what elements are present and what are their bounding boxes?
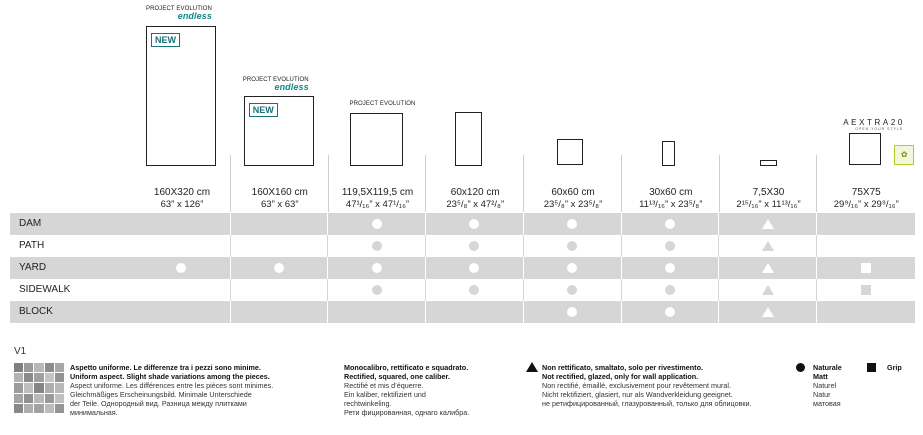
tile-shape-60x120 [455,112,482,166]
new-badge: NEW [249,103,278,117]
format-col [231,0,329,212]
legend-grip-text: Grip [887,363,902,372]
tile-shape-160x320 [146,26,216,166]
dot-icon [665,263,675,273]
table-cell [817,279,915,301]
format-dims: 60x120 cm 23⁵/₈” x 47²/₈” [446,187,505,210]
row-label: BLOCK [19,306,53,317]
legend-non-rectified-text: Non rettificato, smaltato, solo per rivestimento. Not rectified, glazed, only for wall application. Non rectifié, émaillé, exclusivement pour revêtement mural. Nicht rektifiziert, glasiert, nur als Wandverkleidung geeignet. не ретифицированный, глазурованный, только для облицовки. [542,363,752,408]
dot-icon [567,241,577,251]
swatch-cell [24,373,33,382]
tile-shape-7x30 [760,160,777,166]
table-cell [719,213,817,235]
format-dims: 75X75 29⁹/₁₆” x 29⁹/₁₆” [833,187,899,210]
table-cell [622,301,720,323]
swatch-cell [34,363,43,372]
format-col [524,0,622,212]
swatch-cell [45,394,54,403]
table-cell [133,235,231,257]
new-badge: NEW [151,33,180,47]
swatch-cell [34,373,43,382]
format-col [622,0,720,212]
swatch-cell [14,394,23,403]
legend-uniform-text: Aspetto uniforme. Le differenze tra i pezzi sono minime. Uniform aspect. Slight shade variations among the pieces. Aspect uniforme. Les différences entre les pièces sont minimes. Gleichmäßiges Erscheinungsbild. Minimale Unterschiede der Teile. Однородный вид. Разница между плитками минимальная. [70,363,274,417]
eco-label-icon: ✿ [894,145,914,165]
row-label: PATH [19,240,45,251]
table-cell [622,279,720,301]
table-cell [328,257,426,279]
triangle-legend-icon [526,362,538,372]
row-label: YARD [19,262,47,273]
table-cell [231,213,329,235]
format-col [720,0,818,212]
tile-shape-119x119 [350,113,403,166]
triangle-icon [762,285,774,295]
table-cell [133,213,231,235]
table-cell [426,301,524,323]
swatch-cell [45,373,54,382]
legend-naturale-text: Naturale Matt Naturel Natur матовая [813,363,842,408]
dot-icon [567,263,577,273]
format-col [133,0,231,212]
swatch-cell [55,383,64,392]
table-cell [426,257,524,279]
dot-icon [665,241,675,251]
table-cell [426,235,524,257]
swatch-cell [24,394,33,403]
swatch-cell [24,383,33,392]
triangle-icon [762,241,774,251]
triangle-icon [762,219,774,229]
dot-icon [372,263,382,273]
table-cell [817,301,915,323]
table-cell [817,213,915,235]
table-cell [328,301,426,323]
dot-icon [274,263,284,273]
table-cell [719,301,817,323]
tile-shape-60x60 [557,139,583,165]
tile-shape-160x160 [244,96,314,166]
dot-icon [567,307,577,317]
dot-icon [567,219,577,229]
swatch-cell [14,373,23,382]
row-label: DAM [19,218,42,229]
format-dims: 160X320 cm 63” x 126” [153,187,211,210]
table-row [10,235,915,257]
swatch-cell [14,404,23,413]
swatch-cell [45,404,54,413]
format-dims: 60x60 cm 23⁵/₈” x 23⁵/₈” [543,187,603,210]
table-row [10,301,915,323]
format-col [426,0,524,212]
format-col [329,0,427,212]
legend [14,346,914,431]
application-table [10,213,915,323]
swatch-cell [34,383,43,392]
dot-icon [469,285,479,295]
format-col [817,0,915,212]
swatch-cell [45,383,54,392]
table-cell [719,257,817,279]
table-cell [426,213,524,235]
table-row [10,213,915,235]
row-label: SIDEWALK [19,284,71,295]
format-dims: 119,5X119,5 cm 47¹/₁₆” x 47¹/₁₆” [341,187,414,210]
swatch-cell [55,363,64,372]
table-cell [231,235,329,257]
table-cell [817,257,915,279]
table-row [10,257,915,279]
table-cell [524,257,622,279]
shade-variation-swatch-icon [14,363,64,413]
format-dims: 160X160 cm 63” x 63” [251,187,308,210]
brand-project-evolution-endless: PROJECT EVOLUTION endless [242,77,309,92]
swatch-cell [14,383,23,392]
triangle-icon [762,263,774,273]
dot-icon [665,285,675,295]
table-cell [622,257,720,279]
triangle-icon [762,307,774,317]
swatch-cell [34,404,43,413]
table-cell [231,257,329,279]
square-icon [861,263,871,273]
table-cell [328,235,426,257]
dot-icon [372,241,382,251]
table-row [10,279,915,301]
dot-icon [567,285,577,295]
swatch-cell [45,363,54,372]
legend-calibre-text: Monocalibro, rettificato e squadrato. Rectified, squared, one caliber. Rectifié et mis d’équerre. Ein kaliber, rektifiziert und rechtwinkeling. Рети фицированная, однаго калибра. [344,363,470,417]
aextra20-tagline: OPEN YOUR STYLE [855,127,904,131]
dot-icon [665,307,675,317]
dot-icon [469,263,479,273]
format-dims: 30x60 cm 11¹³/₁₆” x 23⁵/₈” [639,187,703,210]
table-cell [133,301,231,323]
swatch-cell [14,363,23,372]
table-cell [524,279,622,301]
table-cell [133,257,231,279]
table-cell [622,213,720,235]
table-cell [133,279,231,301]
format-dims: 7,5X30 2¹⁵/₁₆” x 11¹³/₁₆” [736,187,801,210]
table-cell [524,301,622,323]
square-legend-icon [867,363,876,372]
table-cell [719,235,817,257]
table-cell [426,279,524,301]
dot-legend-icon [796,363,805,372]
swatch-cell [24,363,33,372]
swatch-cell [55,373,64,382]
tile-shape-30x60 [662,141,675,166]
table-cell [328,279,426,301]
table-cell [622,235,720,257]
dot-icon [469,219,479,229]
brand-project-evolution: PROJECT EVOLUTION [349,101,416,107]
shade-variation-label: V1 [14,346,27,357]
brand-project-evolution-endless: PROJECT EVOLUTION endless [146,6,212,21]
table-cell [231,279,329,301]
dot-icon [372,219,382,229]
table-cell [719,279,817,301]
swatch-cell [55,394,64,403]
square-icon [861,285,871,295]
swatch-cell [24,404,33,413]
aextra20-logo: AEXTRA20 [843,118,905,127]
dot-icon [469,241,479,251]
swatch-cell [34,394,43,403]
tile-shape-75x75 [849,133,881,165]
table-cell [328,213,426,235]
dot-icon [665,219,675,229]
swatch-cell [55,404,64,413]
dot-icon [176,263,186,273]
table-cell [817,235,915,257]
format-header [133,0,915,212]
table-cell [524,213,622,235]
dot-icon [372,285,382,295]
table-cell [231,301,329,323]
table-cell [524,235,622,257]
